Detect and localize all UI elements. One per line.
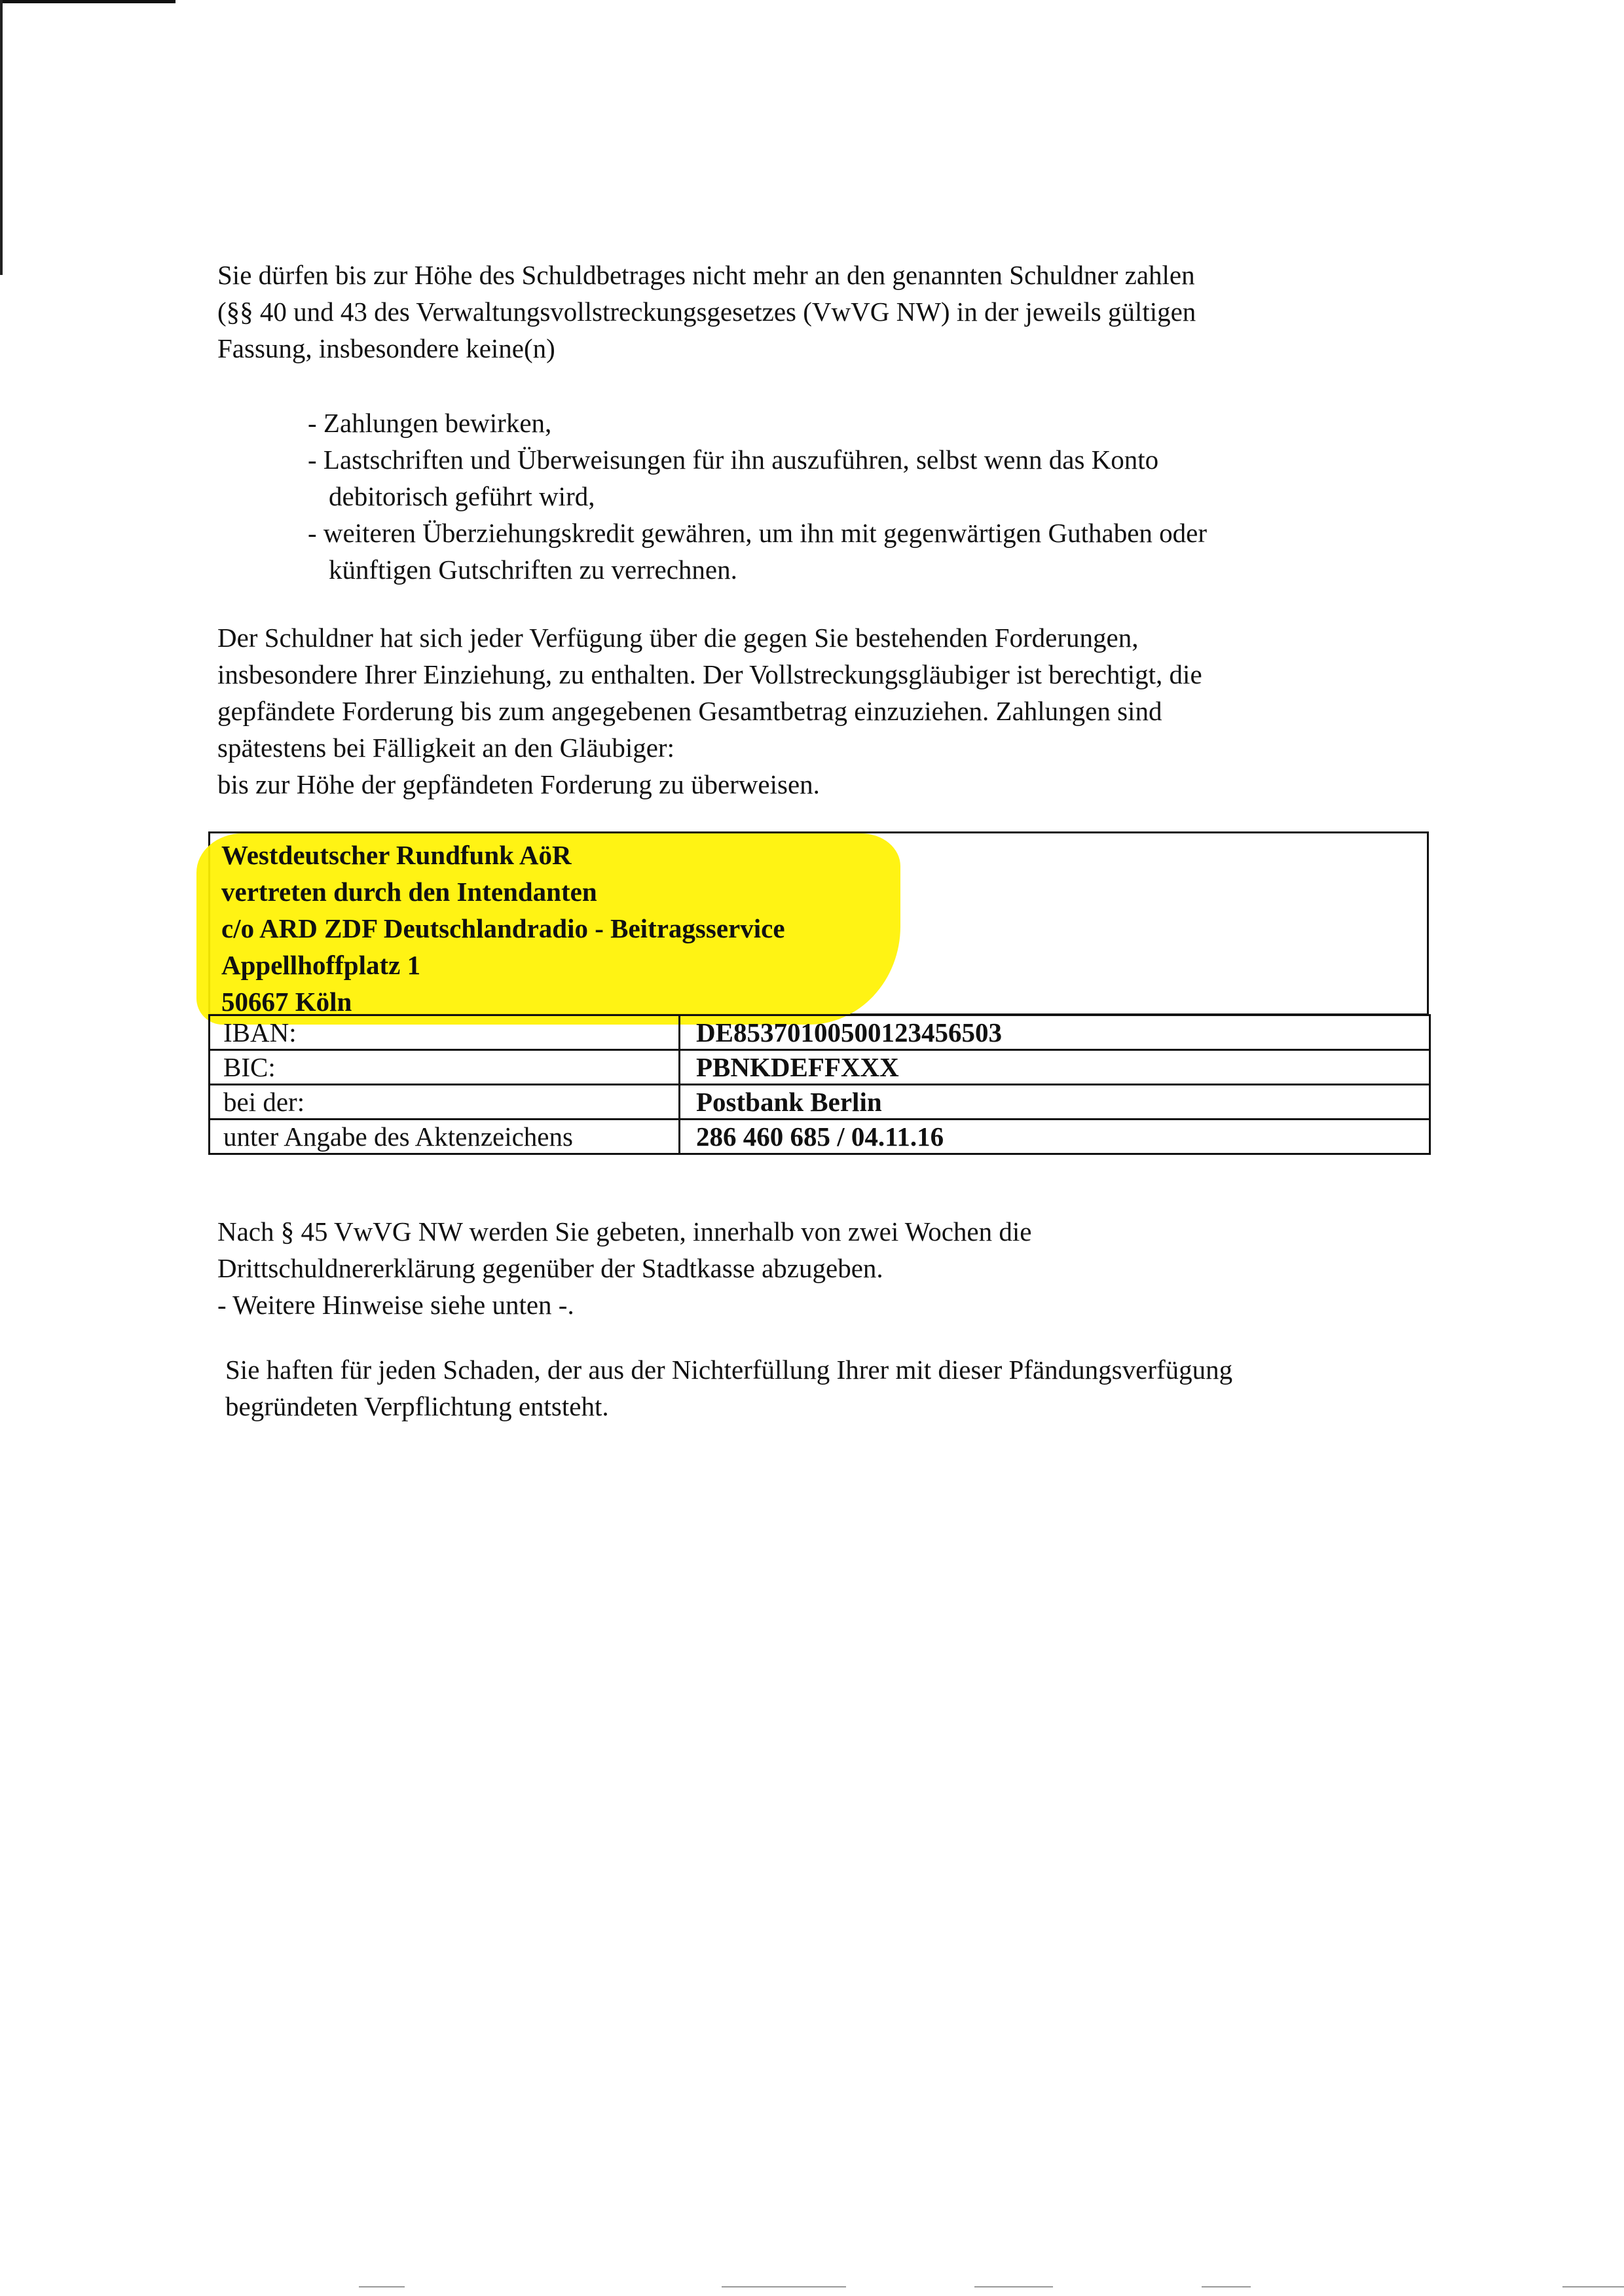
bic-value: PBNKDEFFXXX [680, 1050, 1430, 1085]
table-row [210, 1050, 1430, 1085]
scan-mark [722, 2286, 846, 2287]
text-line: bis zur Höhe der gepfändeten Forderung zu überweisen. [217, 769, 820, 799]
paragraph-declaration-request [217, 1213, 1031, 1323]
bank-label: bei der: [210, 1085, 680, 1120]
text-line: Drittschuldnererklärung gegenüber der Stadtkasse abzugeben. [217, 1253, 883, 1283]
paragraph-payment-prohibition [217, 257, 1196, 367]
scan-mark [974, 2286, 1053, 2287]
text-line: Der Schuldner hat sich jeder Verfügung über die gegen Sie bestehenden Forderungen, [217, 623, 1139, 653]
reference-label: unter Angabe des Aktenzeichens [210, 1120, 680, 1154]
creditor-name: Westdeutscher Rundfunk AöR [221, 840, 572, 870]
scan-mark [1202, 2286, 1251, 2287]
list-item [308, 515, 1207, 588]
text-line: spätestens bei Fälligkeit an den Gläubiger: [217, 733, 674, 763]
scan-mark [1562, 2286, 1624, 2287]
text-line: begründeten Verpflichtung entsteht. [225, 1391, 609, 1421]
paragraph-liability [225, 1351, 1232, 1425]
bank-details-table [208, 1014, 1431, 1155]
table-row [210, 1120, 1430, 1154]
text-line: (§§ 40 und 43 des Verwaltungsvollstreckungsgesetzes (VwVG NW) in der jeweils gültigen [217, 297, 1196, 327]
bank-value: Postbank Berlin [680, 1085, 1430, 1120]
text-line: gepfändete Forderung bis zum angegebenen Gesamtbetrag einzuziehen. Zahlungen sind [217, 696, 1162, 726]
list-item [308, 405, 1207, 441]
table-row [210, 1015, 1430, 1050]
list-item-text: - weiteren Überziehungskredit gewähren, um ihn mit gegenwärtigen Guthaben oder [308, 518, 1208, 548]
text-line: Fassung, insbesondere keine(n) [217, 333, 555, 363]
iban-label: IBAN: [210, 1015, 680, 1050]
bic-label: BIC: [210, 1050, 680, 1085]
list-item-text: - Zahlungen bewirken, [308, 408, 552, 438]
list-item-continuation: künftigen Gutschriften zu verrechnen. [329, 555, 737, 585]
creditor-city: 50667 Köln [221, 987, 352, 1017]
paragraph-debtor-obligations [217, 619, 1202, 803]
scan-edge-left [0, 0, 3, 275]
list-item-text: - Lastschriften und Überweisungen für ihn auszuführen, selbst wenn das Konto [308, 445, 1159, 475]
scan-edge-top [0, 0, 175, 3]
text-line: - Weitere Hinweise siehe unten -. [217, 1290, 574, 1320]
scan-mark [359, 2286, 405, 2287]
reference-value: 286 460 685 / 04.11.16 [680, 1120, 1430, 1154]
text-line: Sie haften für jeden Schaden, der aus der Nichterfüllung Ihrer mit dieser Pfändungsverfügung [225, 1355, 1233, 1385]
creditor-address [221, 837, 785, 1020]
creditor-representative: vertreten durch den Intendanten [221, 877, 597, 907]
list-item-continuation: debitorisch geführt wird, [329, 481, 595, 511]
text-line: Sie dürfen bis zur Höhe des Schuldbetrages nicht mehr an den genannten Schuldner zahlen [217, 260, 1195, 290]
creditor-care-of: c/o ARD ZDF Deutschlandradio - Beitragsservice [221, 913, 785, 943]
list-item [308, 441, 1207, 515]
text-line: insbesondere Ihrer Einziehung, zu enthalten. Der Vollstreckungsgläubiger ist berechtigt, die [217, 659, 1202, 689]
text-line: Nach § 45 VwVG NW werden Sie gebeten, innerhalb von zwei Wochen die [217, 1216, 1032, 1247]
table-row [210, 1085, 1430, 1120]
iban-value: DE85370100500123456503 [680, 1015, 1430, 1050]
creditor-street: Appellhoffplatz 1 [221, 950, 421, 980]
prohibited-actions-list [308, 405, 1207, 588]
